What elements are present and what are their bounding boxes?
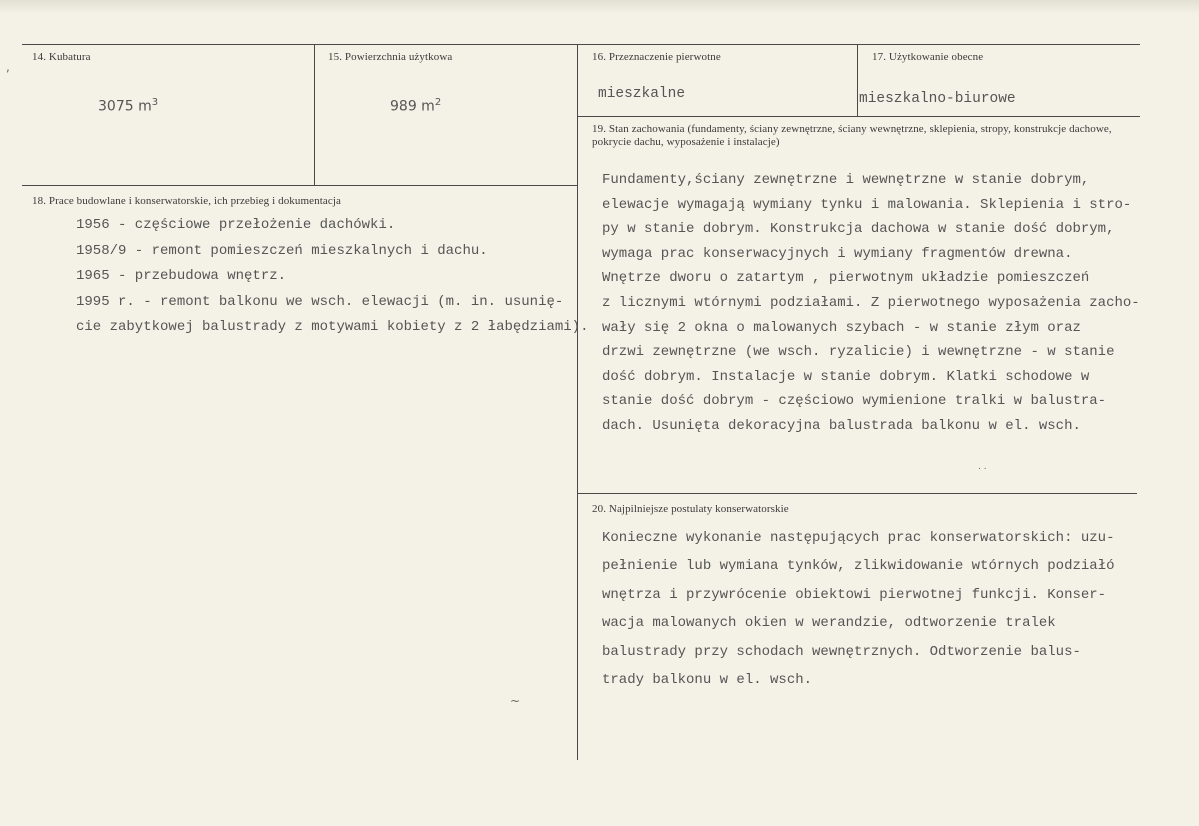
area-value: 989 m	[390, 98, 435, 115]
field-19-line: stanie dość dobrym - częściowo wymienione tralki w balustra-	[602, 393, 1107, 410]
field-18-line: 1995 r. - remont balkonu we wsch. elewacji (m. in. usunię-	[76, 293, 564, 310]
field-19-line: drzwi zewnętrzne (we wsch. ryzalicie) i wewnętrzne - w stanie	[602, 344, 1115, 361]
field-15-label: 15. Powierzchnia użytkowa	[328, 51, 453, 63]
field-17-value: mieszkalno-biurowe	[859, 91, 1016, 107]
field-19-line: dość dobrym. Instalacje w stanie dobrym. Klatki schodowe w	[602, 368, 1090, 385]
volume-exponent: 3	[151, 97, 159, 108]
divider-16-17	[857, 45, 858, 116]
field-20-line: wacja malowanych okien w werandzie, odtworzenie tralek	[602, 615, 1056, 632]
card-top-edge	[0, 0, 1199, 14]
field-20-line: balustrady przy schodach wewnętrznych. Odtworzenie balus-	[602, 643, 1081, 660]
field-15-value	[390, 97, 441, 115]
field-20-line: wnętrza i przywrócenie obiektowi pierwotnej funkcji. Konser-	[602, 586, 1107, 603]
field-16-value: mieszkalne	[598, 86, 686, 102]
field-18-line: cie zabytkowej balustrady z motywami kobiety z 2 łabędziami).	[76, 319, 589, 335]
field-20-text	[602, 524, 1114, 694]
field-19-label: 19. Stan zachowania (fundamenty, ściany zewnętrzne, ściany wewnętrzne, sklepienia, stropy, konstrukcje dachowe, pokrycie dachu, wyposażenie i instalacje)	[592, 123, 1112, 148]
field-19-line: wały się 2 okna o malowanych szybach - w stanie złym oraz	[602, 319, 1081, 336]
rule-under-16-17	[578, 116, 1140, 117]
volume-value: 3075 m	[98, 98, 152, 115]
field-20-line: trady balkonu w el. wsch.	[602, 672, 813, 689]
field-18-text	[76, 213, 588, 341]
stray-mark: ~	[510, 694, 521, 708]
field-19-line: Wnętrze dworu o zatartym , pierwotnym układzie pomieszczeń	[602, 270, 1090, 287]
field-20-line: pełnienie lub wymiana tynków, zlikwidowanie wtórnych podziałó	[602, 558, 1115, 575]
field-19-line: elewacje wymagają wymiany tynku i malowania. Sklepienia i stro-	[602, 196, 1132, 213]
field-19-line: dach. Usunięta dekoracyjna balustrada balkonu w el. wsch.	[602, 417, 1081, 434]
field-19-line: py w stanie dobrym. Konstrukcja dachowa w stanie dość dobrym,	[602, 221, 1115, 238]
field-20-line: Konieczne wykonanie następujących prac konserwatorskich: uzu-	[602, 530, 1115, 546]
field-14-label: 14. Kubatura	[32, 51, 91, 63]
stray-mark: ,	[6, 60, 10, 74]
area-exponent: 2	[434, 97, 442, 108]
field-19-line: wymaga prac konserwacyjnych i wymiany fragmentów drewna.	[602, 245, 1073, 262]
field-18-label: 18. Prace budowlane i konserwatorskie, ich przebieg i dokumentacja	[32, 195, 341, 207]
stray-mark: . .	[978, 462, 987, 472]
field-14-value	[98, 97, 158, 115]
field-18-line: 1956 - częściowe przełożenie dachówki.	[76, 217, 396, 233]
field-17-label: 17. Użytkowanie obecne	[872, 51, 984, 63]
field-18-line: 1958/9 - remont pomieszczeń mieszkalnych i dachu.	[76, 242, 488, 259]
field-18-line: 1965 - przebudowa wnętrz.	[76, 268, 287, 284]
rule-above-20	[578, 493, 1137, 494]
field-16-label: 16. Przeznaczenie pierwotne	[592, 51, 721, 63]
divider-left-right	[577, 45, 578, 760]
divider-14-15	[314, 45, 315, 185]
field-19-line: z licznymi wtórnymi podziałami. Z pierwotnego wyposażenia zacho-	[602, 294, 1140, 311]
top-rule	[22, 44, 1140, 45]
field-19-text	[602, 168, 1140, 439]
field-19-line: Fundamenty,ściany zewnętrzne i wewnętrzne w stanie dobrym,	[602, 172, 1090, 188]
rule-under-14-15	[22, 185, 578, 186]
field-20-label: 20. Najpilniejsze postulaty konserwatorskie	[592, 503, 789, 515]
